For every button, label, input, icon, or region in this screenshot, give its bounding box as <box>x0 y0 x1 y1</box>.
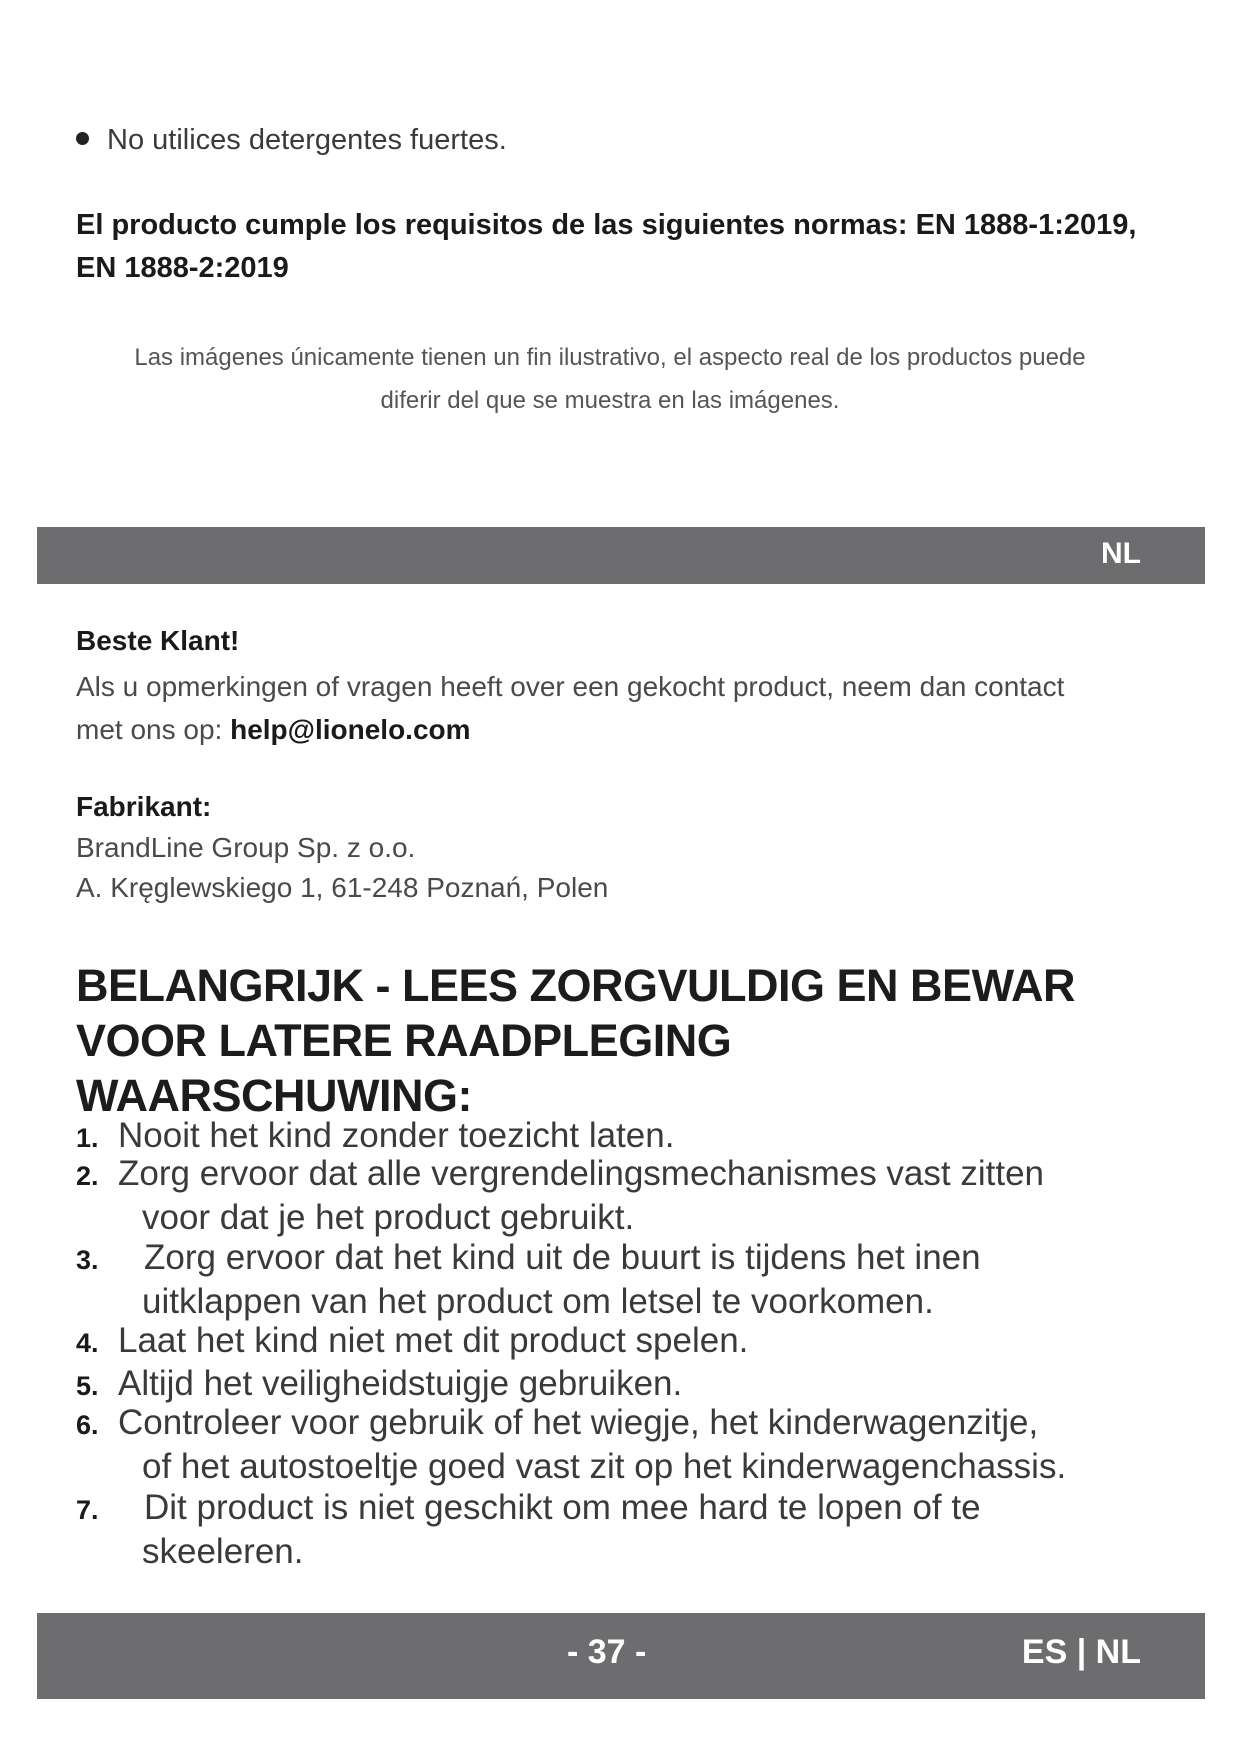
image-disclaimer <box>60 336 1160 422</box>
list-item <box>76 1237 1186 1323</box>
list-item-text: Zorg ervoor dat alle vergrendelingsmechanismes vast zitten <box>118 1154 1044 1193</box>
contact-line-1: Als u opmerkingen of vragen heeft over een gekocht product, neem dan contact <box>76 671 1065 702</box>
disclaimer-line-2: diferir del que se muestra en las imágenes. <box>380 387 840 414</box>
footer-languages: ES | NL <box>1021 1633 1141 1671</box>
list-item-number: 7. <box>76 1495 99 1525</box>
list-item-continuation: of het autostoeltje goed vast zit op het kinderwagenchassis. <box>142 1447 1067 1486</box>
list-item-text: Nooit het kind zonder toezicht laten. <box>118 1116 675 1155</box>
page-number: - 37 - <box>567 1633 647 1671</box>
list-item-number: 4. <box>76 1328 99 1358</box>
manufacturer-label: Fabrikant: <box>76 791 212 822</box>
list-item-number: 5. <box>76 1371 99 1401</box>
list-item <box>76 1402 1186 1488</box>
warning-heading <box>76 958 1196 1123</box>
list-item-text: Zorg ervoor dat het kind uit de buurt is tijdens het inen <box>144 1238 981 1277</box>
list-item <box>76 1487 1186 1573</box>
contact-email-link[interactable]: help@lionelo.com <box>230 714 471 745</box>
list-item-number: 3. <box>76 1245 99 1275</box>
section-language-label: NL <box>1101 537 1141 570</box>
list-item-text: Altijd het veiligheidstuigje gebruiken. <box>118 1364 683 1403</box>
list-item-number: 1. <box>76 1123 99 1153</box>
heading-line-2: VOOR LATERE RAADPLEGING <box>76 1015 732 1066</box>
norms-line-2: EN 1888-2:2019 <box>76 252 289 284</box>
greeting: Beste Klant! <box>76 625 240 656</box>
footer-band <box>37 1613 1205 1699</box>
list-item-continuation: skeeleren. <box>142 1532 304 1571</box>
list-item-continuation: uitklappen van het product om letsel te voorkomen. <box>142 1282 934 1321</box>
list-item-text: Laat het kind niet met dit product spelen. <box>118 1321 749 1360</box>
bullet-item <box>76 124 507 157</box>
list-item <box>76 1363 1186 1407</box>
list-item-continuation: voor dat je het product gebruikt. <box>142 1198 635 1237</box>
heading-line-1: BELANGRIJK - LEES ZORGVULDIG EN BEWAR <box>76 960 1076 1011</box>
contact-paragraph <box>76 665 1186 751</box>
list-item-text: Controleer voor gebruik of het wiegje, het kinderwagenzitje, <box>118 1403 1039 1442</box>
contact-prefix: met ons op: <box>76 714 231 745</box>
bullet-dot-icon <box>76 132 89 145</box>
heading-line-3: WAARSCHUWING: <box>76 1070 472 1121</box>
bullet-text: No utilices detergentes fuertes. <box>107 124 507 156</box>
list-item-number: 2. <box>76 1161 99 1191</box>
list-item-number: 6. <box>76 1410 99 1440</box>
norms-line-1: El producto cumple los requisitos de las siguientes normas: EN 1888-1:2019, <box>76 209 1137 241</box>
norms-statement <box>76 204 1176 290</box>
contact-line-2 <box>76 708 1186 751</box>
list-item <box>76 1153 1186 1239</box>
list-item <box>76 1320 1186 1364</box>
manufacturer-name: BrandLine Group Sp. z o.o. <box>76 832 416 863</box>
list-item-text: Dit product is niet geschikt om mee hard te lopen of te <box>144 1488 981 1527</box>
disclaimer-line-1: Las imágenes únicamente tienen un fin ilustrativo, el aspecto real de los productos puede <box>134 344 1086 371</box>
section-band-nl <box>37 527 1205 584</box>
manufacturer-address: A. Kręglewskiego 1, 61-248 Poznań, Polen <box>76 872 609 903</box>
